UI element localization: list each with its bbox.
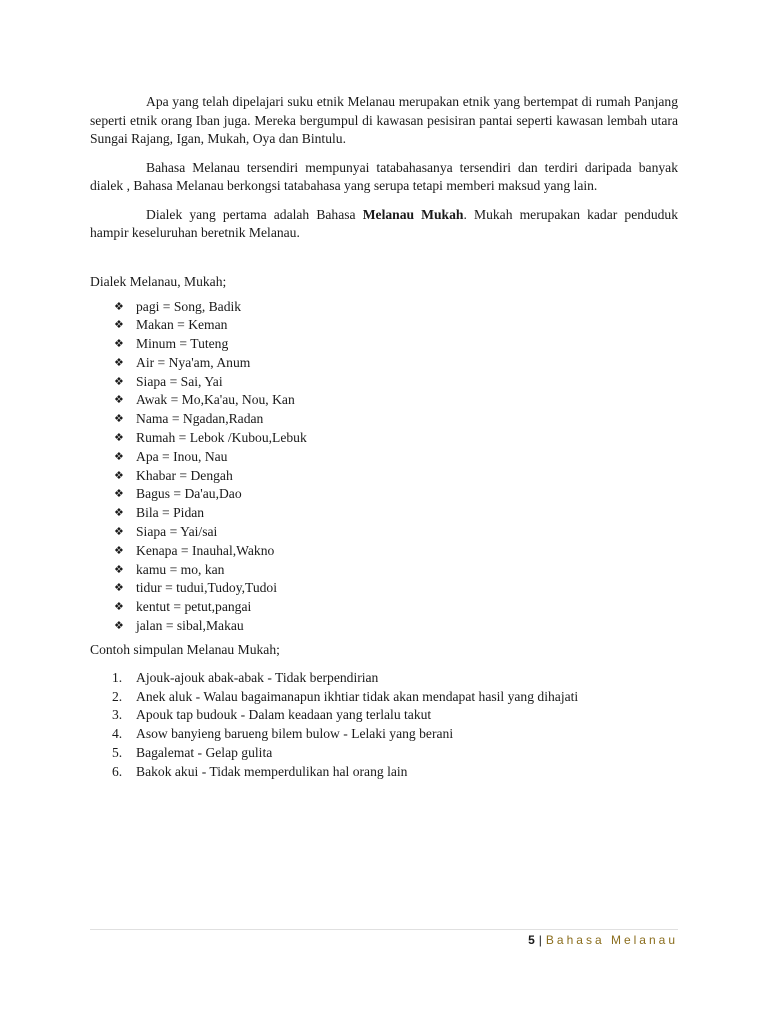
diamond-bullet-icon: ❖: [114, 543, 124, 557]
diamond-bullet-icon: ❖: [114, 299, 124, 313]
paragraph-2: Bahasa Melanau tersendiri mempunyai tatabahasanya tersendiri dan terdiri daripada banyak dialek , Bahasa Melanau berkongsi tatabahasa yang serupa tetapi memberi maksud yang lain.: [90, 159, 678, 193]
saying-number: 4.: [112, 726, 123, 742]
diamond-bullet-icon: ❖: [114, 374, 124, 388]
dialect-list-item: [90, 410, 678, 429]
footer-divider: [90, 929, 678, 930]
dialect-list-item: [90, 467, 678, 486]
dialect-entry: kentut = petut,pangai: [136, 599, 252, 615]
saying-text: Ajouk-ajouk abak-abak - Tidak berpendirian: [136, 669, 379, 685]
dialect-list-item: [90, 335, 678, 354]
dialect-list-item: [90, 354, 678, 373]
diamond-bullet-icon: ❖: [114, 468, 124, 482]
dialect-entry: pagi = Song, Badik: [136, 298, 242, 314]
page-content: [90, 93, 678, 782]
dialect-entry: Air = Nya'am, Anum: [136, 354, 251, 370]
diamond-bullet-icon: ❖: [114, 581, 124, 595]
saying-text: Anek aluk - Walau bagaimanapun ikhtiar tidak akan mendapat hasil yang dihajati: [136, 688, 579, 704]
dialect-entry: Bila = Pidan: [136, 505, 205, 521]
diamond-bullet-icon: ❖: [114, 619, 124, 633]
saying-text: Bakok akui - Tidak memperdulikan hal orang lain: [136, 763, 408, 779]
sayings-heading: Contoh simpulan Melanau Mukah;: [90, 641, 280, 657]
diamond-bullet-icon: ❖: [114, 337, 124, 351]
diamond-bullet-icon: ❖: [114, 600, 124, 614]
saying-text: Apouk tap budouk - Dalam keadaan yang terlalu takut: [136, 707, 432, 723]
saying-list-item: [90, 688, 678, 707]
footer-title: Bahasa Melanau: [545, 933, 678, 947]
diamond-bullet-icon: ❖: [114, 431, 124, 445]
paragraph-3-after: . Mukah merupakan kadar penduduk hampir keseluruhan beretnik Melanau.: [90, 206, 679, 240]
dialect-entry: Makan = Keman: [136, 317, 228, 333]
dialect-list-item: [90, 617, 678, 636]
saying-list-item: [90, 706, 678, 725]
saying-number: 3.: [112, 707, 123, 723]
diamond-bullet-icon: ❖: [114, 525, 124, 539]
dialect-list-item: [90, 579, 678, 598]
page-number: 5: [528, 933, 535, 947]
diamond-bullet-icon: ❖: [114, 506, 124, 520]
dialect-list-item: [90, 448, 678, 467]
saying-list-item: [90, 669, 678, 688]
saying-text: Bagalemat - Gelap gulita: [136, 745, 273, 761]
dialect-entry: jalan = sibal,Makau: [136, 618, 244, 634]
dialect-list-item: [90, 373, 678, 392]
saying-text: Asow banyieng barueng bilem bulow - Lelaki yang berani: [136, 726, 454, 742]
diamond-bullet-icon: ❖: [114, 562, 124, 576]
dialect-list-item: [90, 298, 678, 317]
dialect-entry: tidur = tudui,Tudoy,Tudoi: [136, 580, 278, 596]
paragraph-1: Apa yang telah dipelajari suku etnik Melanau merupakan etnik yang bertempat di rumah Panjang seperti etnik orang Iban juga. Mereka bergumpul di kawasan pesisiran pantai seperti kawasan lembah utara Sungai Rajang, Igan, Mukah, Oya dan Bintulu.: [90, 94, 678, 146]
diamond-bullet-icon: ❖: [114, 449, 124, 463]
diamond-bullet-icon: ❖: [114, 412, 124, 426]
dialect-entry: Apa = Inou, Nau: [136, 448, 228, 464]
saying-number: 2.: [112, 688, 123, 704]
paragraph-3-before: Dialek yang pertama adalah Bahasa: [146, 206, 363, 222]
dialect-list-item: [90, 523, 678, 542]
diamond-bullet-icon: ❖: [114, 318, 124, 332]
saying-list-item: [90, 763, 678, 782]
page-footer: [528, 933, 678, 947]
dialect-entry: Khabar = Dengah: [136, 467, 233, 483]
dialect-entry: Awak = Mo,Ka'au, Nou, Kan: [136, 392, 295, 408]
dialect-entry: Minum = Tuteng: [136, 336, 229, 352]
diamond-bullet-icon: ❖: [114, 355, 124, 369]
saying-number: 6.: [112, 763, 123, 779]
dialect-list-item: [90, 561, 678, 580]
diamond-bullet-icon: ❖: [114, 487, 124, 501]
dialect-entry: Siapa = Sai, Yai: [136, 373, 223, 389]
dialect-entry: Siapa = Yai/sai: [136, 524, 218, 540]
dialect-list-item: [90, 542, 678, 561]
footer-separator: |: [538, 933, 542, 947]
paragraph-3-bold: Melanau Mukah: [362, 206, 464, 222]
dialect-entry: Rumah = Lebok /Kubou,Lebuk: [136, 430, 307, 446]
saying-number: 5.: [112, 745, 123, 761]
dialect-list-item: [90, 598, 678, 617]
paragraph-3: [90, 206, 678, 243]
dialect-list-item: [90, 316, 678, 335]
saying-number: 1.: [112, 669, 123, 685]
dialect-list-item: [90, 504, 678, 523]
dialect-entry: kamu = mo, kan: [136, 561, 225, 577]
dialect-entry: Bagus = Da'au,Dao: [136, 486, 242, 502]
dialect-list-item: [90, 485, 678, 504]
dialect-list-item: [90, 391, 678, 410]
sayings-list: [90, 669, 678, 782]
dialect-heading: Dialek Melanau, Mukah;: [90, 273, 227, 289]
dialect-entry: Nama = Ngadan,Radan: [136, 411, 264, 427]
saying-list-item: [90, 725, 678, 744]
dialect-list-item: [90, 429, 678, 448]
dialect-list: [90, 298, 678, 636]
dialect-entry: Kenapa = Inauhal,Wakno: [136, 542, 275, 558]
saying-list-item: [90, 744, 678, 763]
diamond-bullet-icon: ❖: [114, 393, 124, 407]
